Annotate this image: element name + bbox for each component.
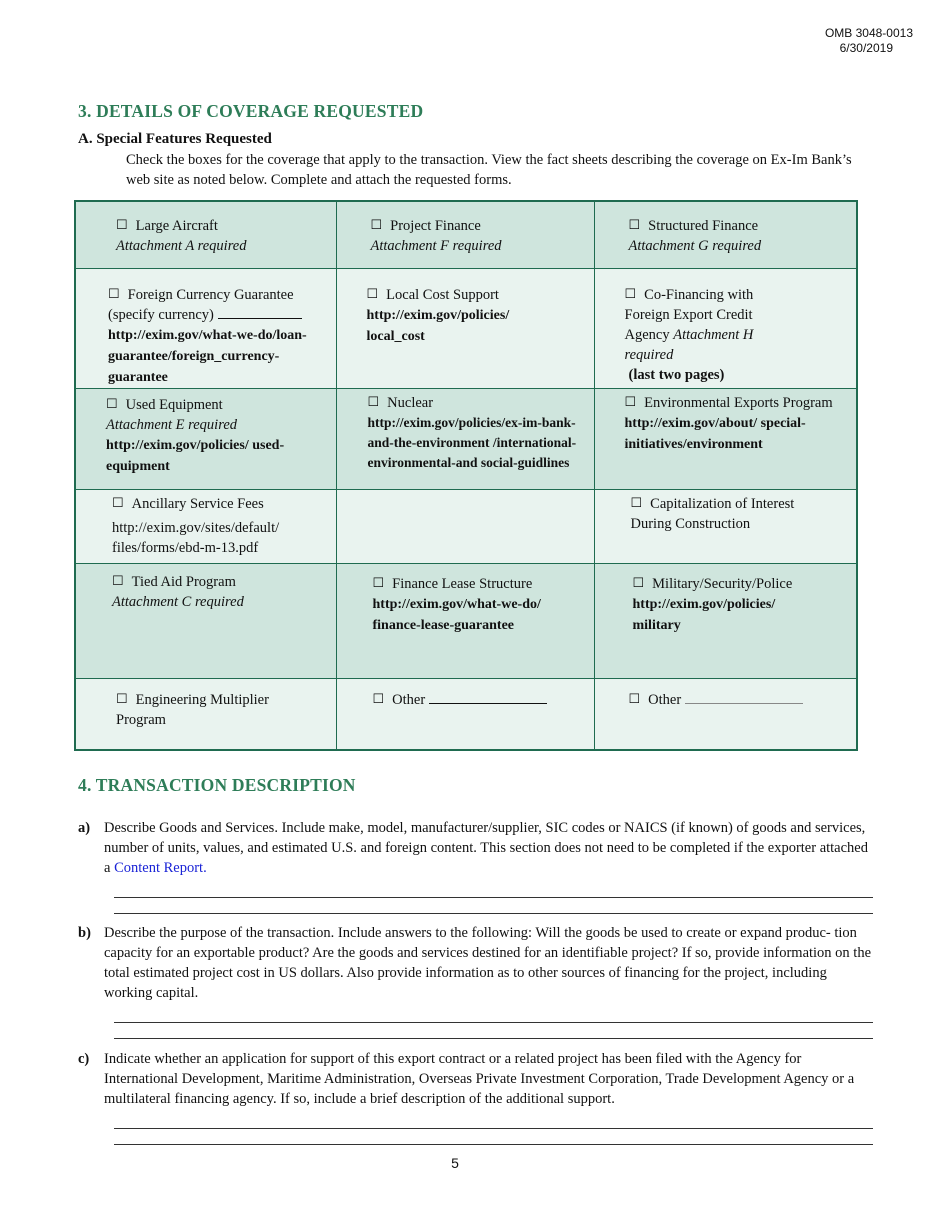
question-a-text: Describe Goods and Services. Include make, model, manufacturer/supplier, SIC codes or NAICS (if known) of goods and services, number of units, values, and estimated U.S. and foreign content. This section does not need to be completed if the exporter attached a — [104, 820, 868, 876]
cell-structured-finance — [594, 201, 857, 268]
answer-c-lines[interactable] — [114, 1113, 873, 1145]
structured-finance-label: Structured Finance — [648, 218, 759, 234]
engineering-checkbox[interactable]: ☐ — [116, 690, 128, 706]
question-b-label: b) — [78, 925, 91, 941]
used-equipment-link[interactable]: http://exim.gov/policies/ used-equipment — [106, 437, 285, 474]
cell-local-cost — [336, 268, 594, 388]
cell-empty — [336, 489, 594, 563]
question-b-text: Describe the purpose of the transaction. Include answers to the following: Will the goods be used to create or expand produc- tion capacity for an exportable product? Are the goods and services destined for an identifiable project? If so, provide information on the total estimated project cost in US dollars. Also provide information as to other sources of financing for the project, including working capital. — [104, 925, 872, 1001]
structured-finance-checkbox[interactable]: ☐ — [628, 217, 641, 232]
cofinancing-label: Co-Financing with Foreign Export Credit Agency — [624, 286, 754, 343]
used-equipment-checkbox[interactable]: ☐ — [106, 395, 118, 411]
project-finance-checkbox[interactable]: ☐ — [370, 217, 383, 232]
cell-other-1 — [336, 678, 594, 750]
omb-header — [825, 26, 913, 56]
finance-lease-checkbox[interactable]: ☐ — [372, 574, 385, 590]
ancillary-checkbox[interactable]: ☐ — [112, 494, 124, 510]
cell-tied-aid — [75, 563, 336, 678]
foreign-currency-link[interactable]: http://exim.gov/what-we-do/loan-guarantee/foreign_currency-guarantee — [108, 327, 307, 385]
question-a — [78, 818, 873, 914]
military-checkbox[interactable]: ☐ — [632, 574, 645, 590]
cofinancing-checkbox[interactable]: ☐ — [624, 285, 637, 301]
finance-lease-link[interactable]: http://exim.gov/what-we-do/ finance-lease-guarantee — [372, 596, 541, 633]
question-c — [78, 1049, 873, 1145]
answer-b-lines[interactable] — [114, 1007, 873, 1039]
answer-a-lines[interactable] — [114, 882, 873, 914]
cell-finance-lease — [336, 563, 594, 678]
local-cost-checkbox[interactable]: ☐ — [366, 285, 379, 301]
tied-aid-checkbox[interactable]: ☐ — [112, 572, 124, 588]
structured-finance-note: Attachment G required — [628, 238, 762, 254]
nuclear-checkbox[interactable]: ☐ — [367, 393, 380, 409]
other-1-blank[interactable] — [429, 703, 547, 704]
cell-other-2 — [594, 678, 857, 750]
foreign-currency-specify: (specify currency) — [108, 306, 214, 323]
subsection-a-title: A. Special Features Requested — [78, 131, 272, 147]
large-aircraft-checkbox[interactable]: ☐ — [116, 217, 128, 232]
section-4-title: 4. TRANSACTION DESCRIPTION — [78, 775, 356, 795]
project-finance-note: Attachment F required — [370, 238, 502, 254]
cell-ancillary — [75, 489, 336, 563]
omb-number: OMB 3048-0013 — [824, 26, 913, 40]
cell-cofinancing — [594, 268, 857, 388]
cell-capitalization — [594, 489, 857, 563]
ancillary-label: Ancillary Service Fees — [131, 495, 264, 512]
local-cost-link[interactable]: http://exim.gov/policies/ local_cost — [366, 307, 510, 344]
environmental-checkbox[interactable]: ☐ — [624, 393, 637, 409]
cell-engineering — [75, 678, 336, 750]
used-equipment-note: Attachment E required — [106, 416, 238, 433]
capitalization-label: Capitalization of Interest During Construction — [630, 495, 795, 532]
other-1-checkbox[interactable]: ☐ — [372, 690, 385, 706]
content-report-link[interactable]: Content Report. — [114, 860, 207, 876]
other-2-checkbox[interactable]: ☐ — [628, 690, 641, 706]
tied-aid-note: Attachment C required — [112, 593, 244, 610]
cell-large-aircraft — [75, 201, 336, 268]
ancillary-link[interactable]: http://exim.gov/sites/default/ files/forms/ebd-m-13.pdf — [112, 519, 280, 556]
nuclear-label: Nuclear — [387, 394, 434, 411]
question-c-label: c) — [78, 1051, 90, 1067]
section-3-intro: Check the boxes for the coverage that apply to the transaction. View the fact sheets describing the coverage on Ex-Im Bank’s web site as noted below. Complete and attach the requested forms. — [126, 152, 852, 188]
cell-military — [594, 563, 857, 678]
military-label: Military/Security/Police — [652, 575, 793, 592]
omb-date: 6/30/2019 — [839, 41, 893, 55]
page-number: 5 — [451, 1155, 459, 1171]
foreign-currency-checkbox[interactable]: ☐ — [108, 285, 120, 301]
tied-aid-label: Tied Aid Program — [131, 573, 236, 590]
finance-lease-label: Finance Lease Structure — [392, 575, 533, 592]
question-a-label: a) — [78, 820, 91, 836]
other-1-label: Other — [392, 691, 426, 708]
environmental-label: Environmental Exports Program — [644, 394, 833, 411]
foreign-currency-label: Foreign Currency Guarantee — [127, 286, 294, 303]
used-equipment-label: Used Equipment — [125, 396, 223, 413]
cell-used-equipment — [75, 388, 336, 489]
local-cost-label: Local Cost Support — [386, 286, 499, 303]
other-2-blank[interactable] — [685, 703, 803, 704]
currency-blank[interactable] — [218, 318, 302, 319]
section-3-title: 3. DETAILS OF COVERAGE REQUESTED — [78, 101, 424, 121]
environmental-link[interactable]: http://exim.gov/about/ special-initiatives/environment — [624, 415, 806, 452]
military-link[interactable]: http://exim.gov/policies/ military — [632, 596, 776, 633]
engineering-label: Engineering Multiplier Program — [116, 691, 269, 728]
cell-environmental — [594, 388, 857, 489]
cofinancing-note: Attachment H required — [624, 326, 754, 363]
cell-project-finance — [336, 201, 594, 268]
cell-nuclear — [336, 388, 594, 489]
large-aircraft-note: Attachment A required — [116, 238, 247, 254]
capitalization-checkbox[interactable]: ☐ — [630, 494, 643, 510]
large-aircraft-label: Large Aircraft — [135, 218, 218, 234]
nuclear-link[interactable]: http://exim.gov/policies/ex-im-bank-and-the-environment /international-environmental-and social-guidlines — [367, 414, 577, 470]
cofinancing-note2: (last two pages) — [628, 366, 725, 383]
project-finance-label: Project Finance — [390, 218, 481, 234]
question-c-text: Indicate whether an application for support of this export contract or a related project has been filed with the Agency for International Development, Maritime Administration, Overseas Private Investment Corporation, Trade Development Agency or a multilateral financing agency. If so, include a brief description of the additional support. — [104, 1051, 855, 1107]
question-b — [78, 923, 873, 1039]
cell-foreign-currency — [75, 268, 336, 388]
coverage-table — [74, 200, 858, 751]
other-2-label: Other — [648, 691, 682, 708]
